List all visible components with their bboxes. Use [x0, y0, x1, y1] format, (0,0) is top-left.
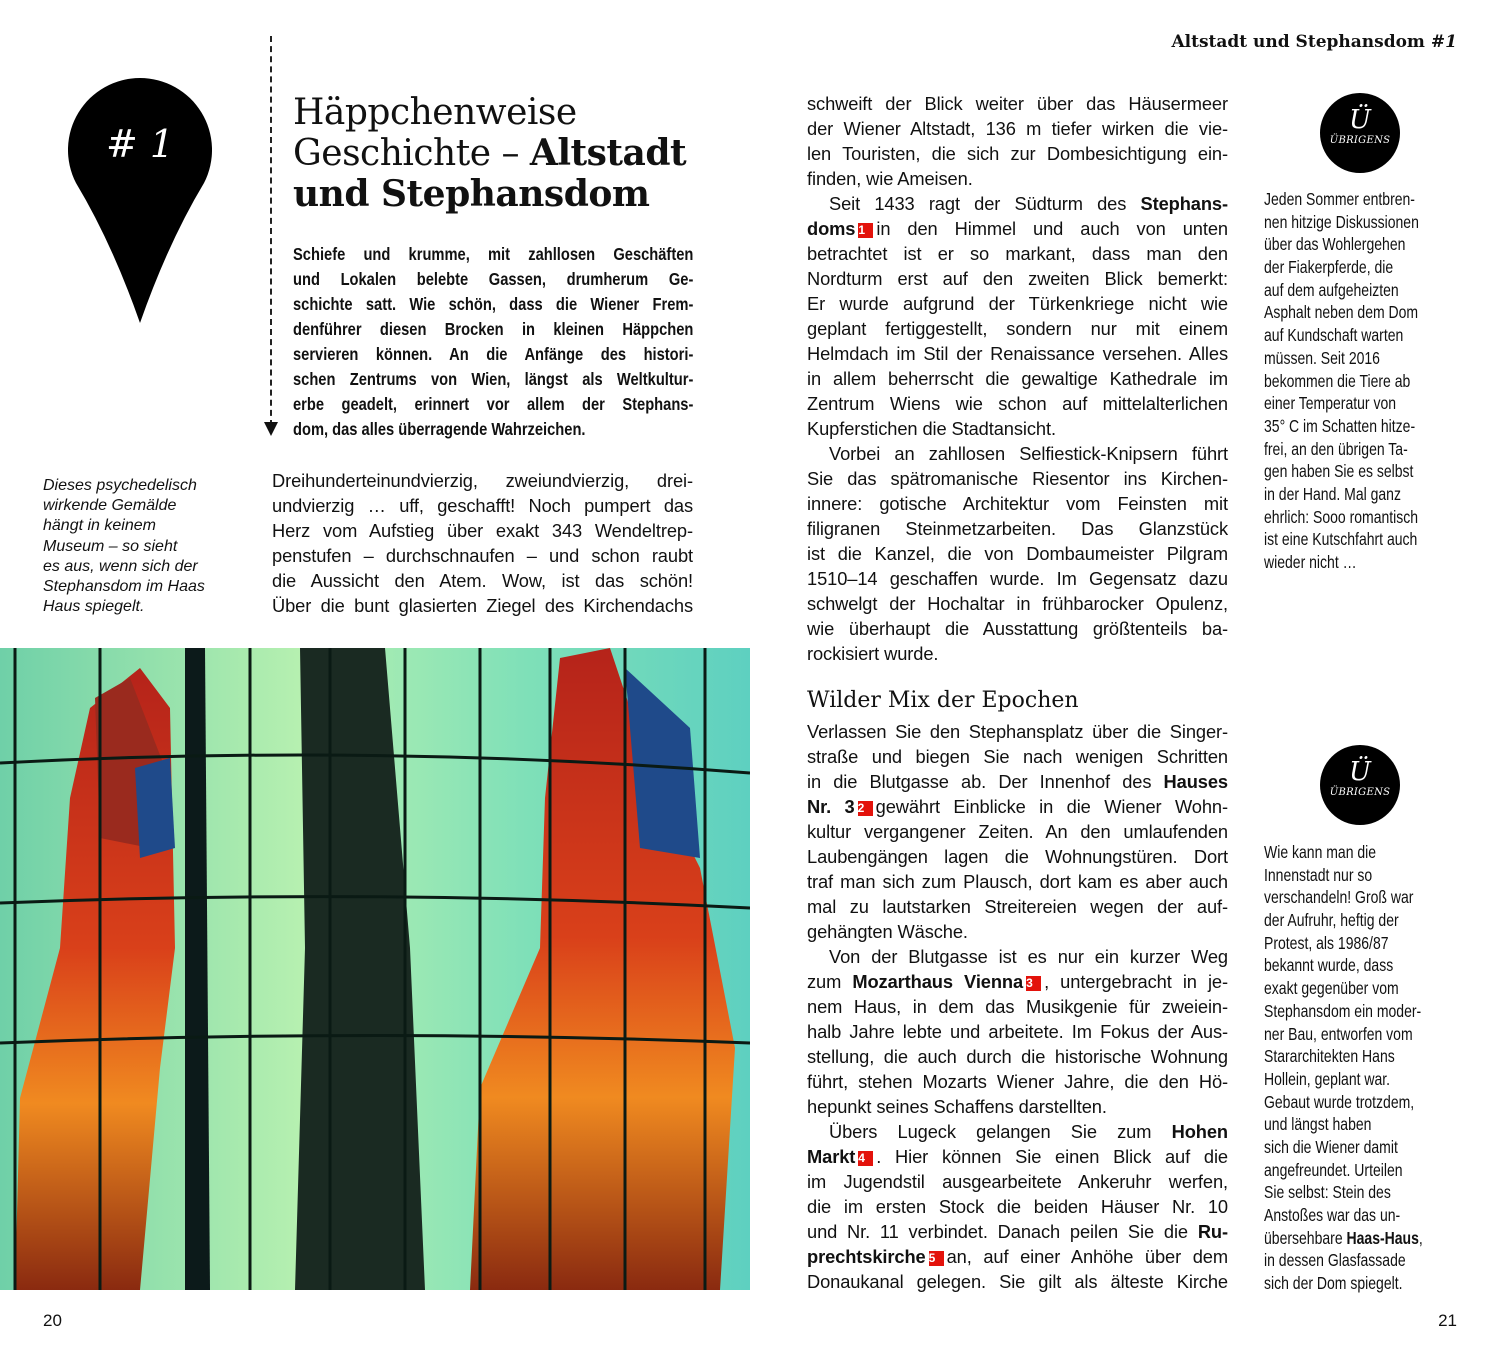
text-run: Nordturm erst auf den zweiten Blick bemerkt: — [807, 268, 1228, 289]
text-line — [1264, 415, 1456, 438]
text-line — [807, 869, 1228, 894]
text-run: Protest, als 1986/87 — [1264, 932, 1389, 953]
text-run: len Touristen, die sich zur Dombesichtigung ein- — [807, 143, 1228, 164]
bold-text: doms — [807, 218, 856, 239]
text-run: Wie kann man die — [1264, 842, 1377, 862]
text-line — [293, 242, 693, 267]
sidebar-note-1 — [1264, 188, 1456, 574]
text-run: gehängten Wäsche. — [807, 921, 968, 942]
text-run: und längst haben — [1264, 1114, 1372, 1135]
text-run: Herz vom Aufstieg über exakt 343 Wendeltrep- — [272, 520, 693, 541]
text-line — [293, 267, 693, 292]
text-line — [1264, 528, 1456, 551]
text-run: gewährt Einblicke in die Wiener Wohn- — [875, 796, 1228, 817]
text-run: betrachtet ist er so markant, dass man den — [807, 243, 1228, 264]
title-line: Geschichte – — [293, 133, 530, 174]
map-marker-number: 1 — [858, 223, 873, 238]
text-run: schwelgt der Hochaltar in frühbarocker Opulenz, — [807, 593, 1228, 614]
text-line — [807, 241, 1228, 266]
text-line — [43, 577, 205, 597]
text-line — [807, 919, 1228, 944]
text-run: Jeden Sommer entbren- — [1264, 189, 1415, 209]
text-line — [1264, 438, 1456, 461]
text-line — [807, 1194, 1228, 1219]
text-line — [1264, 1045, 1456, 1068]
text-run: ist die Kanzel, die von Dombaumeister Pilgram — [807, 543, 1228, 564]
text-line — [807, 466, 1228, 491]
text-line — [807, 266, 1228, 291]
text-run: ehrlich: Sooo romantisch — [1264, 506, 1419, 527]
text-run: sich die Wiener damit — [1264, 1136, 1398, 1157]
text-line — [1264, 188, 1456, 211]
text-run: und Lokalen belebte Gassen, drumherum Ge- — [293, 269, 694, 289]
text-line — [807, 1169, 1228, 1194]
text-run: Sie das spätromanische Riesentor ins Kirchen- — [807, 468, 1228, 489]
page-number-left: 20 — [43, 1311, 62, 1330]
text-run: gen haben Sie es selbst — [1264, 461, 1414, 482]
text-run: Anstoßes war das un- — [1264, 1205, 1401, 1225]
text-line — [807, 416, 1228, 441]
text-run: in den Himmel und auch von unten — [876, 218, 1228, 239]
text-line — [807, 616, 1228, 641]
bold-text: Haas-Haus — [1346, 1227, 1419, 1248]
text-run: ner Bau, entworfen vom — [1264, 1023, 1413, 1044]
text-line — [43, 537, 205, 557]
text-line — [1264, 1000, 1456, 1023]
bold-text: Ru- — [1197, 1221, 1228, 1242]
text-run: wie überhaupt die Ausstattung größtenteils ba- — [807, 618, 1228, 639]
text-run: in die Blutgasse ab. Der Innenhof des — [807, 771, 1164, 792]
text-run: der Fiakerpferde, die — [1264, 257, 1394, 278]
text-line — [1264, 1136, 1456, 1159]
text-line — [272, 468, 693, 493]
text-line — [272, 518, 693, 543]
text-run: auf Kundschaft warten — [1264, 325, 1404, 346]
text-run: wieder nicht … — [1264, 552, 1357, 572]
text-line — [807, 1119, 1228, 1144]
text-run: penstufen – durchschnaufen – und schon raubt — [272, 545, 693, 566]
text-line — [1264, 506, 1456, 529]
text-run: bekommen die Tiere ab — [1264, 370, 1411, 391]
text-run: schichte satt. Wie schön, dass die Wiener Frem- — [293, 294, 694, 314]
map-marker-number: 2 — [858, 801, 873, 816]
text-line — [1264, 460, 1456, 483]
text-line — [807, 819, 1228, 844]
text-run: traf man sich zum Plausch, dort kam es aber auch — [807, 871, 1228, 892]
text-line — [1264, 347, 1456, 370]
uebrigens-badge — [1320, 93, 1400, 173]
text-run: denführer diesen Brocken in kleinen Häppchen — [293, 319, 694, 339]
badge-letter: Ü — [1349, 757, 1371, 787]
text-line — [1264, 932, 1456, 955]
text-run: in dessen Glasfassade — [1264, 1250, 1406, 1271]
text-run: Übers Lugeck gelangen Sie zum — [829, 1121, 1172, 1142]
text-run: Dieses psychedelisch — [43, 477, 197, 494]
text-line — [293, 342, 693, 367]
text-run: einer Temperatur von — [1264, 393, 1397, 414]
header-title: Altstadt und Stephansdom — [1171, 32, 1425, 52]
text-run: nen hitzige Diskussionen — [1264, 211, 1419, 232]
text-run: angefreundet. Urteilen — [1264, 1159, 1403, 1180]
text-line — [1264, 392, 1456, 415]
text-line — [807, 591, 1228, 616]
text-run: , untergebracht in je- — [1044, 971, 1228, 992]
text-line — [293, 292, 693, 317]
text-run: bekannt wurde, dass — [1264, 955, 1394, 976]
text-run: wirkende Gemälde — [43, 497, 177, 515]
badge-label: ÜBRIGENS — [1329, 787, 1391, 798]
text-line — [807, 116, 1228, 141]
body-column-middle — [807, 91, 1228, 666]
text-run: an, auf einer Anhöhe über dem — [946, 1246, 1228, 1267]
text-run: Stephansdom ein moder- — [1264, 1000, 1422, 1021]
text-run: Über die bunt glasierten Ziegel des Kirchendachs — [272, 595, 693, 616]
text-run: erbe geadelt, erinnert vor allem der Stephans- — [293, 394, 694, 414]
dashed-divider — [270, 36, 272, 426]
arrow-down-icon — [264, 422, 278, 436]
map-pin-icon — [68, 78, 212, 323]
text-line — [807, 641, 1228, 666]
text-line — [1264, 1227, 1456, 1250]
text-line — [1264, 909, 1456, 932]
text-line — [807, 1269, 1228, 1294]
text-run: Museum – so sieht — [43, 537, 178, 555]
photo-haas-haus-reflection — [0, 648, 750, 1290]
map-marker-number: 5 — [929, 1251, 944, 1266]
text-run: auf dem aufgeheizten — [1264, 279, 1399, 300]
text-run: undvierzig … uff, geschafft! Noch pumpert das — [272, 495, 693, 516]
bold-text: Hauses — [1163, 771, 1228, 792]
text-line — [43, 516, 205, 536]
text-line — [807, 366, 1228, 391]
header-number: #1 — [1430, 32, 1457, 52]
text-run: schweift der Blick weiter über das Häusermeer — [807, 93, 1228, 114]
text-line — [1264, 954, 1456, 977]
text-line — [807, 191, 1228, 216]
badge-letter: Ü — [1349, 105, 1371, 135]
text-run: müssen. Seit 2016 — [1264, 347, 1380, 368]
text-line — [1264, 1159, 1456, 1182]
text-line — [293, 392, 693, 417]
text-run: servieren können. An die Anfänge des histori- — [293, 344, 694, 364]
text-line — [807, 994, 1228, 1019]
text-line — [272, 593, 693, 618]
text-line — [1264, 886, 1456, 909]
text-line — [807, 341, 1228, 366]
text-line — [807, 291, 1228, 316]
text-line — [272, 568, 693, 593]
running-header — [1171, 32, 1457, 52]
text-run: ist eine Kutschfahrt auch — [1264, 529, 1418, 550]
text-run: sich der Dom spiegelt. — [1264, 1273, 1403, 1294]
text-line — [807, 1219, 1228, 1244]
bold-text: Nr. 3 — [807, 796, 855, 817]
section-heading: Wilder Mix der Epochen — [807, 688, 1079, 713]
text-run: Stephansdom im Haas — [43, 577, 205, 595]
title-bold: und Stephansdom — [293, 173, 650, 215]
text-line — [807, 769, 1228, 794]
text-run: exakt gegenüber vom — [1264, 978, 1399, 999]
bold-text: Stephans- — [1140, 193, 1228, 214]
text-line — [1264, 483, 1456, 506]
text-run: nem Haus, in dem das Musikgenie für zweiein- — [807, 996, 1228, 1017]
text-line — [807, 1044, 1228, 1069]
page-title — [293, 92, 686, 215]
text-run: der Wiener Altstadt, 136 m tiefer wirken die vie- — [807, 118, 1228, 139]
text-line — [43, 557, 205, 577]
text-line — [807, 391, 1228, 416]
text-line — [1264, 1272, 1456, 1295]
text-line — [1264, 1204, 1456, 1227]
text-line — [1264, 256, 1456, 279]
text-line — [1264, 1249, 1456, 1272]
text-run: Dreihunderteinundvierzig, zweiundvierzig, drei- — [272, 470, 693, 491]
title-bold: Altstadt — [529, 132, 687, 174]
title-line: Häppchenweise — [293, 92, 577, 133]
text-line — [1264, 233, 1456, 256]
text-run: 1510–14 geschaffen wurde. Im Gegensatz dazu — [807, 568, 1228, 589]
text-line — [807, 141, 1228, 166]
text-line — [1264, 1068, 1456, 1091]
text-run: in allem beherrscht die gewaltige Kathedrale im — [807, 368, 1228, 389]
text-run: Stararchitekten Hans — [1264, 1046, 1395, 1067]
bold-text: Hohen — [1171, 1121, 1228, 1142]
text-run: schen Zentrums von Wien, längst als Weltkultur- — [293, 369, 694, 389]
text-run: Vorbei an zahllosen Selfiestick-Knipsern führt — [829, 443, 1228, 464]
text-line — [807, 719, 1228, 744]
text-line — [807, 1144, 1228, 1169]
text-line — [807, 91, 1228, 116]
text-line — [1264, 211, 1456, 234]
text-run: kultur vergangener Zeiten. An den umlaufenden — [807, 821, 1228, 842]
body-column-middle-2 — [807, 719, 1228, 1294]
text-run: Zentrum Wiens wie schon auf mittelalterlichen — [807, 393, 1228, 414]
text-run: es aus, wenn sich der — [43, 557, 198, 575]
text-run: in der Hand. Mal ganz — [1264, 483, 1401, 504]
text-run: die Aussicht den Atem. Wow, ist das schön! — [272, 570, 693, 591]
text-run: Innenstadt nur so — [1264, 864, 1373, 885]
text-line — [272, 543, 693, 568]
text-line — [1264, 1113, 1456, 1136]
text-run: Verlassen Sie den Stephansplatz über die Singer- — [807, 721, 1228, 742]
text-run: 35° C im Schatten hitze- — [1264, 415, 1416, 436]
text-run: Asphalt neben dem Dom — [1264, 302, 1419, 323]
text-line — [807, 1094, 1228, 1119]
text-line — [43, 597, 205, 617]
text-line — [1264, 864, 1456, 887]
text-line — [807, 744, 1228, 769]
text-line — [807, 794, 1228, 819]
page-number-right: 21 — [1438, 1311, 1457, 1330]
text-line — [807, 566, 1228, 591]
text-line — [807, 1244, 1228, 1269]
text-line — [807, 316, 1228, 341]
text-line — [807, 844, 1228, 869]
text-run: verschandeln! Groß war — [1264, 887, 1414, 908]
text-line — [1264, 1091, 1456, 1114]
text-run: Sie selbst: Stein des — [1264, 1182, 1391, 1203]
text-line — [1264, 841, 1456, 864]
text-line — [807, 1069, 1228, 1094]
body-column-left — [272, 468, 693, 618]
uebrigens-badge — [1320, 745, 1400, 825]
text-line — [293, 317, 693, 342]
text-run: hepunkt seines Schaffens darstellten. — [807, 1096, 1107, 1117]
text-line — [1264, 1181, 1456, 1204]
text-run: und Nr. 11 verbindet. Danach peilen Sie die — [807, 1221, 1198, 1242]
text-line — [293, 367, 693, 392]
text-run: Kupferstichen die Stadtansicht. — [807, 418, 1056, 439]
text-run: frei, an den übrigen Ta- — [1264, 438, 1408, 459]
text-run: führt, stehen Mozarts Wiener Jahre, die den Hö- — [807, 1071, 1228, 1092]
text-run: Gebaut wurde trotzdem, — [1264, 1091, 1415, 1112]
text-run: zum — [807, 971, 853, 992]
text-run: Helmdach im Stil der Renaissance versehen. Alles — [807, 343, 1228, 364]
text-run: halb Jahre lebte und arbeitete. Im Fokus der Aus- — [807, 1021, 1228, 1042]
text-run: innere: gotische Architektur vom Feinsten mit — [807, 493, 1228, 514]
text-line — [807, 216, 1228, 241]
text-run: Haus spiegelt. — [43, 598, 145, 616]
text-line — [807, 969, 1228, 994]
text-run: übersehbare — [1264, 1227, 1347, 1248]
text-run: Schiefe und krumme, mit zahllosen Geschäften — [293, 244, 694, 264]
text-line — [807, 441, 1228, 466]
text-run: stellung, die auch durch die historische Wohnung — [807, 1046, 1228, 1067]
text-line — [43, 476, 205, 496]
photo-caption — [43, 476, 205, 617]
text-run: straße und biegen Sie nach wenigen Schritten — [807, 746, 1228, 767]
text-run: mal zu lautstarken Streitereien wegen der auf- — [807, 896, 1228, 917]
text-line — [807, 166, 1228, 191]
text-line — [43, 496, 205, 516]
map-marker-number: 3 — [1026, 976, 1041, 991]
text-line — [272, 493, 693, 518]
text-line — [1264, 279, 1456, 302]
text-line — [807, 541, 1228, 566]
text-run: geplant fertiggestellt, sondern nur mit einem — [807, 318, 1228, 339]
text-run: Seit 1433 ragt der Südturm des — [829, 193, 1141, 214]
text-run: filigranen Steinmetzarbeiten. Das Glanzstück — [807, 518, 1228, 539]
text-run: über das Wohlergehen — [1264, 234, 1406, 255]
text-line — [807, 1019, 1228, 1044]
text-line — [1264, 1023, 1456, 1046]
intro-text — [293, 242, 693, 442]
text-run: hängt in keinem — [43, 517, 156, 535]
text-run: rockisiert wurde. — [807, 643, 939, 664]
text-run: Hollein, geplant war. — [1264, 1068, 1391, 1089]
text-run: Donaukanal gelegen. Sie gilt als älteste Kirche — [807, 1271, 1228, 1292]
text-line — [807, 944, 1228, 969]
text-run: , — [1418, 1227, 1423, 1248]
text-line — [1264, 551, 1456, 574]
text-line — [807, 894, 1228, 919]
text-line — [1264, 370, 1456, 393]
chapter-number: # 1 — [105, 122, 175, 166]
text-line — [1264, 301, 1456, 324]
text-run: die im ersten Stock die beiden Häuser Nr. 10 — [807, 1196, 1228, 1217]
text-run: Er wurde aufgrund der Türkenkriege nicht wie — [807, 293, 1228, 314]
text-line — [807, 491, 1228, 516]
text-run: finden, wie Ameisen. — [807, 168, 973, 189]
text-run: Laubengängen lagen die Wohnungstüren. Dort — [807, 846, 1228, 867]
bold-text: Mozarthaus Vienna — [852, 971, 1024, 992]
badge-label: ÜBRIGENS — [1329, 135, 1391, 146]
text-line — [1264, 324, 1456, 347]
bold-text: Markt — [807, 1146, 856, 1167]
sidebar-note-2 — [1264, 841, 1456, 1295]
bold-text: prechtskirche — [807, 1246, 926, 1267]
text-run: Von der Blutgasse ist es nur ein kurzer Weg — [829, 946, 1228, 967]
map-marker-number: 4 — [858, 1151, 873, 1166]
text-run: der Aufruhr, heftig der — [1264, 910, 1399, 931]
text-run: . Hier können Sie einen Blick auf die — [876, 1146, 1228, 1167]
text-line — [807, 516, 1228, 541]
text-run: dom, das alles überragende Wahrzeichen. — [293, 419, 586, 439]
text-run: im Jugendstil ausgearbeitete Ankeruhr werfen, — [807, 1171, 1228, 1192]
text-line — [1264, 977, 1456, 1000]
text-line — [293, 417, 693, 442]
